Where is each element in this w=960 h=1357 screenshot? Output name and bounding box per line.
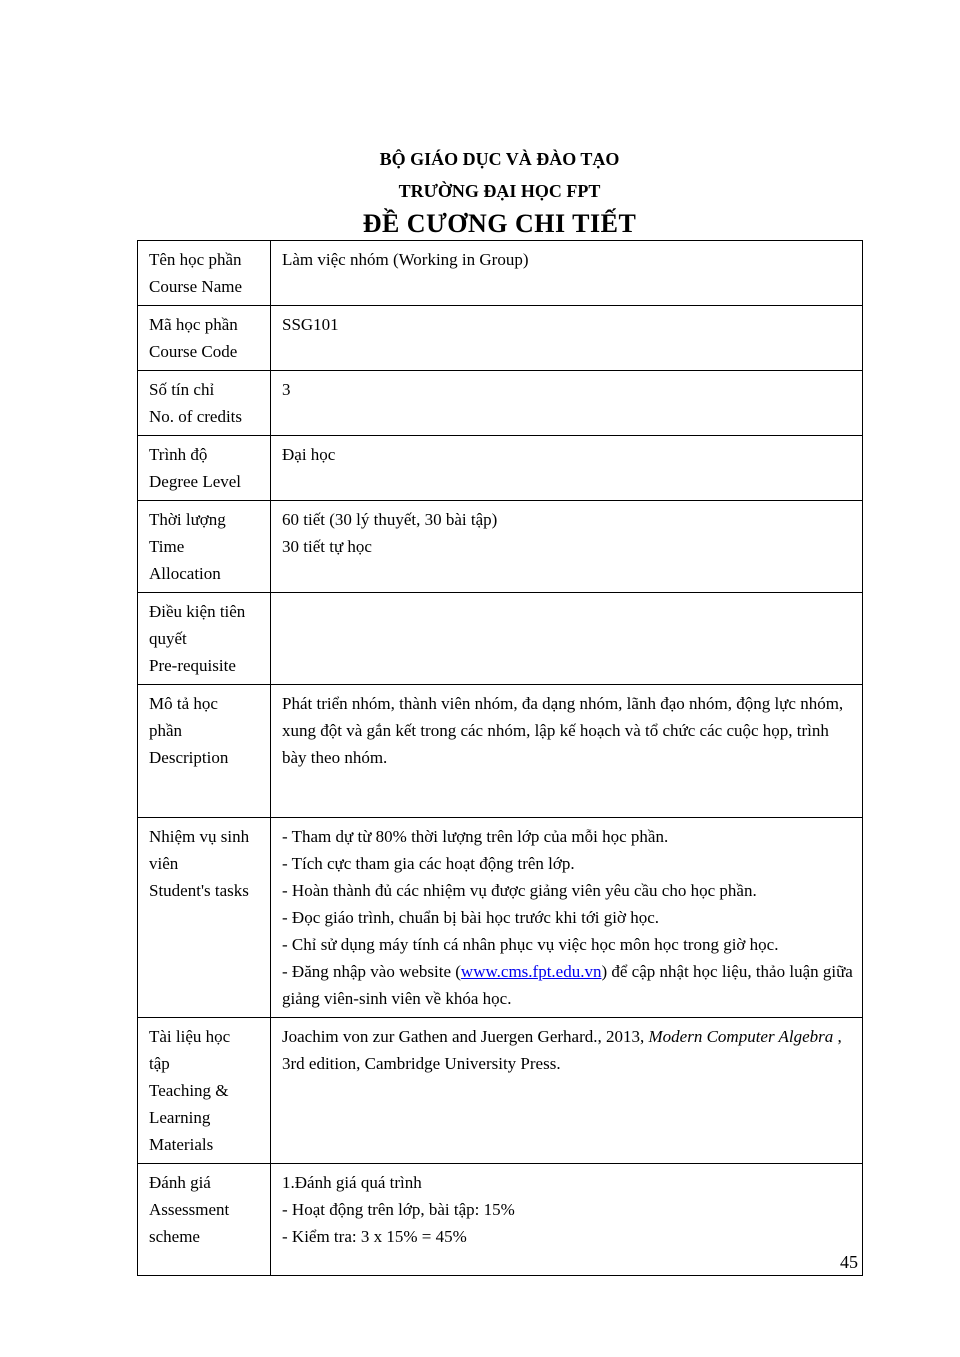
- description-value-line: [282, 690, 854, 771]
- time-allocation-label-line: Allocation: [149, 564, 221, 583]
- student-tasks-label-line: viên: [149, 854, 179, 873]
- course-name-label: [138, 241, 271, 306]
- course-name-label-line: Tên học phần: [149, 250, 242, 269]
- materials-value: [271, 1018, 863, 1164]
- credits-value-line: [282, 376, 854, 403]
- credits-label: [138, 371, 271, 436]
- materials-label-line: Learning: [149, 1108, 211, 1127]
- text-segment: Làm việc nhóm (Working in Group): [282, 250, 529, 269]
- student-tasks-value-line: [282, 931, 854, 958]
- credits-label-line: No. of credits: [149, 407, 243, 426]
- materials-label: [138, 1018, 271, 1164]
- time-allocation-value-line: [282, 533, 854, 560]
- text-segment: Joachim von zur Gathen and Juergen Gerhard., 2013,: [282, 1027, 649, 1046]
- text-segment: ) để cập nhật học liệu, thảo luận giữa giảng viên-sinh viên về khóa học.: [282, 962, 853, 1008]
- student-tasks-value-line: [282, 850, 854, 877]
- table-row-materials: [138, 1018, 863, 1164]
- text-segment: 3: [282, 380, 291, 399]
- table-row-credits: [138, 371, 863, 436]
- page-title: ĐỀ CƯƠNG CHI TIẾT: [362, 209, 637, 238]
- text-segment: 1.Đánh giá quá trình: [282, 1173, 422, 1192]
- table-row-student-tasks: [138, 818, 863, 1018]
- credits-value: [271, 371, 863, 436]
- materials-value-line: [282, 1023, 854, 1077]
- book-title-italic: Modern Computer Algebra: [648, 1027, 834, 1046]
- course-code-label-line: Mã học phần: [149, 315, 238, 334]
- text-segment: - Kiểm tra: 3 x 15% = 45%: [282, 1227, 467, 1246]
- description-label: [138, 685, 271, 818]
- syllabus-table: [137, 240, 863, 1276]
- course-code-value-line: [282, 311, 854, 338]
- header-university: TRƯỜNG ĐẠI HỌC FPT: [398, 181, 601, 201]
- time-allocation-label: [138, 501, 271, 593]
- table-row-time-allocation: [138, 501, 863, 593]
- description-label-line: Description: [149, 748, 229, 767]
- pre-requisite-label: [138, 593, 271, 685]
- text-segment: , 3rd edition, Cambridge University Press.: [282, 1027, 842, 1073]
- degree-level-value-line: [282, 441, 854, 468]
- course-code-label: [138, 306, 271, 371]
- assessment-value-line: [282, 1196, 854, 1223]
- student-tasks-value: [271, 818, 863, 1018]
- text-segment: Đại học: [282, 445, 336, 464]
- materials-label-line: Tài liệu học: [149, 1027, 231, 1046]
- time-allocation-value: [271, 501, 863, 593]
- document-header: [137, 148, 862, 240]
- text-segment: - Đọc giáo trình, chuẩn bị bài học trước khi tới giờ học.: [282, 908, 660, 927]
- degree-level-label-line: Degree Level: [149, 472, 242, 491]
- document-content: [137, 148, 862, 1276]
- text-segment: SSG101: [282, 315, 339, 334]
- student-tasks-label-line: Student's tasks: [149, 881, 249, 900]
- assessment-value-line: [282, 1223, 854, 1250]
- text-segment: - Hoạt động trên lớp, bài tập: 15%: [282, 1200, 515, 1219]
- pre-requisite-label-line: Điều kiện tiên: [149, 602, 246, 621]
- table-row-pre-requisite: [138, 593, 863, 685]
- syllabus-table-body: [138, 241, 863, 1276]
- materials-label-line: tập: [149, 1054, 170, 1073]
- student-tasks-value-line: [282, 958, 854, 1012]
- student-tasks-value-line: [282, 823, 854, 850]
- course-code-value: [271, 306, 863, 371]
- assessment-label-line: Assessment: [149, 1200, 230, 1219]
- time-allocation-label-line: Thời lượng: [149, 510, 226, 529]
- page-number: 45: [840, 1252, 858, 1272]
- student-tasks-value-line: [282, 877, 854, 904]
- table-row-course-code: [138, 306, 863, 371]
- table-row-degree-level: [138, 436, 863, 501]
- pre-requisite-label-line: quyết: [149, 629, 187, 648]
- degree-level-label-line: Trình độ: [149, 445, 208, 464]
- course-name-value: [271, 241, 863, 306]
- course-name-value-line: [282, 246, 854, 273]
- course-name-label-line: Course Name: [149, 277, 243, 296]
- text-segment: 30 tiết tự học: [282, 537, 372, 556]
- text-segment: - Tích cực tham gia các hoạt động trên lớp.: [282, 854, 575, 873]
- credits-label-line: Số tín chỉ: [149, 380, 215, 399]
- text-segment: - Đăng nhập vào website (: [282, 962, 461, 981]
- student-tasks-value-line: [282, 904, 854, 931]
- assessment-label-line: scheme: [149, 1227, 200, 1246]
- materials-label-line: Materials: [149, 1135, 214, 1154]
- student-tasks-label: [138, 818, 271, 1018]
- assessment-value-line: [282, 1169, 854, 1196]
- student-tasks-label-line: Nhiệm vụ sinh: [149, 827, 250, 846]
- materials-label-line: Teaching &: [149, 1081, 229, 1100]
- text-segment: 60 tiết (30 lý thuyết, 30 bài tập): [282, 510, 498, 529]
- description-value: [271, 685, 863, 818]
- text-segment: Phát triển nhóm, thành viên nhóm, đa dạng nhóm, lãnh đạo nhóm, động lực nhóm, xung đột và gắn kết trong các nhóm, lập kế hoạch và tổ chức các cuộc họp, trình bày theo nhóm.: [282, 694, 844, 767]
- table-row-course-name: [138, 241, 863, 306]
- description-label-line: Mô tả học: [149, 694, 218, 713]
- course-code-label-line: Course Code: [149, 342, 238, 361]
- text-segment: - Chỉ sử dụng máy tính cá nhân phục vụ việc học môn học trong giờ học.: [282, 935, 779, 954]
- degree-level-value: [271, 436, 863, 501]
- pre-requisite-value: [271, 593, 863, 685]
- assessment-label-line: Đánh giá: [149, 1173, 211, 1192]
- description-label-line: phần: [149, 721, 183, 740]
- table-row-description: [138, 685, 863, 818]
- text-segment: - Tham dự từ 80% thời lượng trên lớp của mỗi học phần.: [282, 827, 669, 846]
- degree-level-label: [138, 436, 271, 501]
- time-allocation-label-line: Time: [149, 537, 185, 556]
- pre-requisite-label-line: Pre-requisite: [149, 656, 236, 675]
- text-segment: - Hoàn thành đủ các nhiệm vụ được giảng viên yêu cầu cho học phần.: [282, 881, 757, 900]
- time-allocation-value-line: [282, 506, 854, 533]
- header-ministry: BỘ GIÁO DỤC VÀ ĐÀO TẠO: [379, 149, 620, 169]
- cms-website-link[interactable]: www.cms.fpt.edu.vn: [460, 962, 602, 981]
